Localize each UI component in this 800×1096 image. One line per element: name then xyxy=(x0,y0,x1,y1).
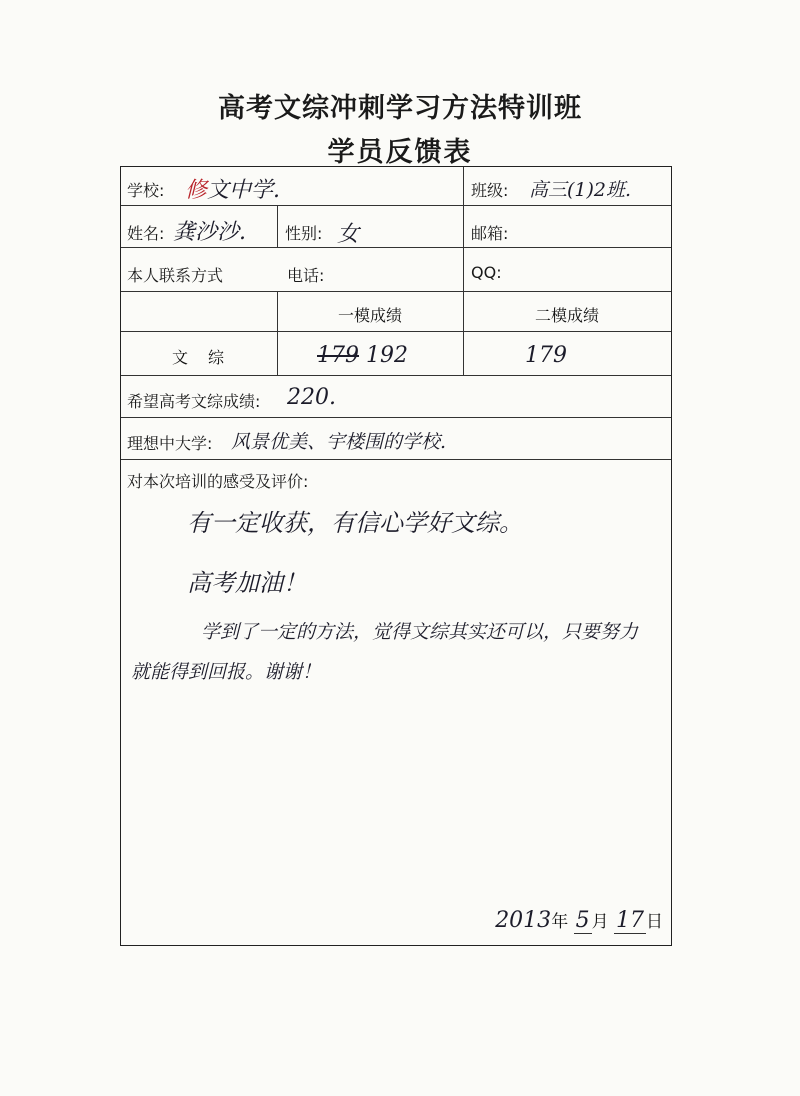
school-value-rest: 文中学. xyxy=(207,178,281,203)
feedback-line-1: 有一定收获，有信心学好文综。 xyxy=(187,509,523,537)
mock1-score-value: 192 xyxy=(366,343,408,368)
row-divider xyxy=(121,247,671,248)
row-divider xyxy=(121,331,671,332)
mock1-score xyxy=(317,343,408,368)
qq-label: QQ: xyxy=(471,263,502,282)
row-divider xyxy=(121,205,671,206)
phone-label: 电话: xyxy=(287,266,325,285)
row-divider xyxy=(121,375,671,376)
date-month: 5 xyxy=(575,908,590,933)
mock2-header: 二模成绩 xyxy=(534,306,599,325)
date xyxy=(495,907,663,934)
date-month-label: 月 xyxy=(591,912,609,932)
university-label: 理想中大学: xyxy=(127,434,213,453)
date-year: 2013 xyxy=(495,908,552,933)
mock2-score: 179 xyxy=(525,343,567,368)
row-divider xyxy=(121,291,671,292)
university-value: 风景优美、宇楼围的学校. xyxy=(231,431,447,453)
mock1-struck-score: 179 xyxy=(317,343,359,368)
contact-label: 本人联系方式 xyxy=(127,266,224,285)
hope-label: 希望高考文综成绩: xyxy=(127,392,261,411)
column-divider xyxy=(463,167,464,291)
form-title: 高考文综冲刺学习方法特训班 xyxy=(218,93,582,124)
email-label: 邮箱: xyxy=(471,224,509,243)
gender-value: 女 xyxy=(337,222,360,247)
form-subtitle: 学员反馈表 xyxy=(327,137,473,168)
feedback-label: 对本次培训的感受及评价: xyxy=(127,472,309,491)
gender-label: 性别: xyxy=(285,224,323,243)
row-divider xyxy=(121,417,671,418)
school-value-first: 修 xyxy=(185,178,208,203)
name-value: 龚沙沙. xyxy=(173,220,246,245)
column-divider xyxy=(277,205,278,247)
school-label: 学校: xyxy=(127,181,165,200)
name-label: 姓名: xyxy=(127,224,165,243)
feedback-form xyxy=(120,166,672,946)
feedback-line-2: 高考加油！ xyxy=(187,569,307,597)
date-day-label: 日 xyxy=(646,912,663,932)
feedback-line-3: 学到了一定的方法，觉得文综其实还可以，只要努力 xyxy=(201,621,639,643)
feedback-line-4: 就能得到回报。谢谢！ xyxy=(131,661,322,683)
row-divider xyxy=(121,459,671,460)
class-label: 班级: xyxy=(471,181,509,200)
class-value: 高三(1)2班. xyxy=(529,179,632,201)
mock1-header: 一模成绩 xyxy=(337,306,402,325)
date-day: 17 xyxy=(616,908,644,933)
school-value xyxy=(185,173,280,204)
date-year-label: 年 xyxy=(551,912,569,932)
subject-label: 文 综 xyxy=(171,348,226,367)
hope-value: 220. xyxy=(287,385,336,410)
